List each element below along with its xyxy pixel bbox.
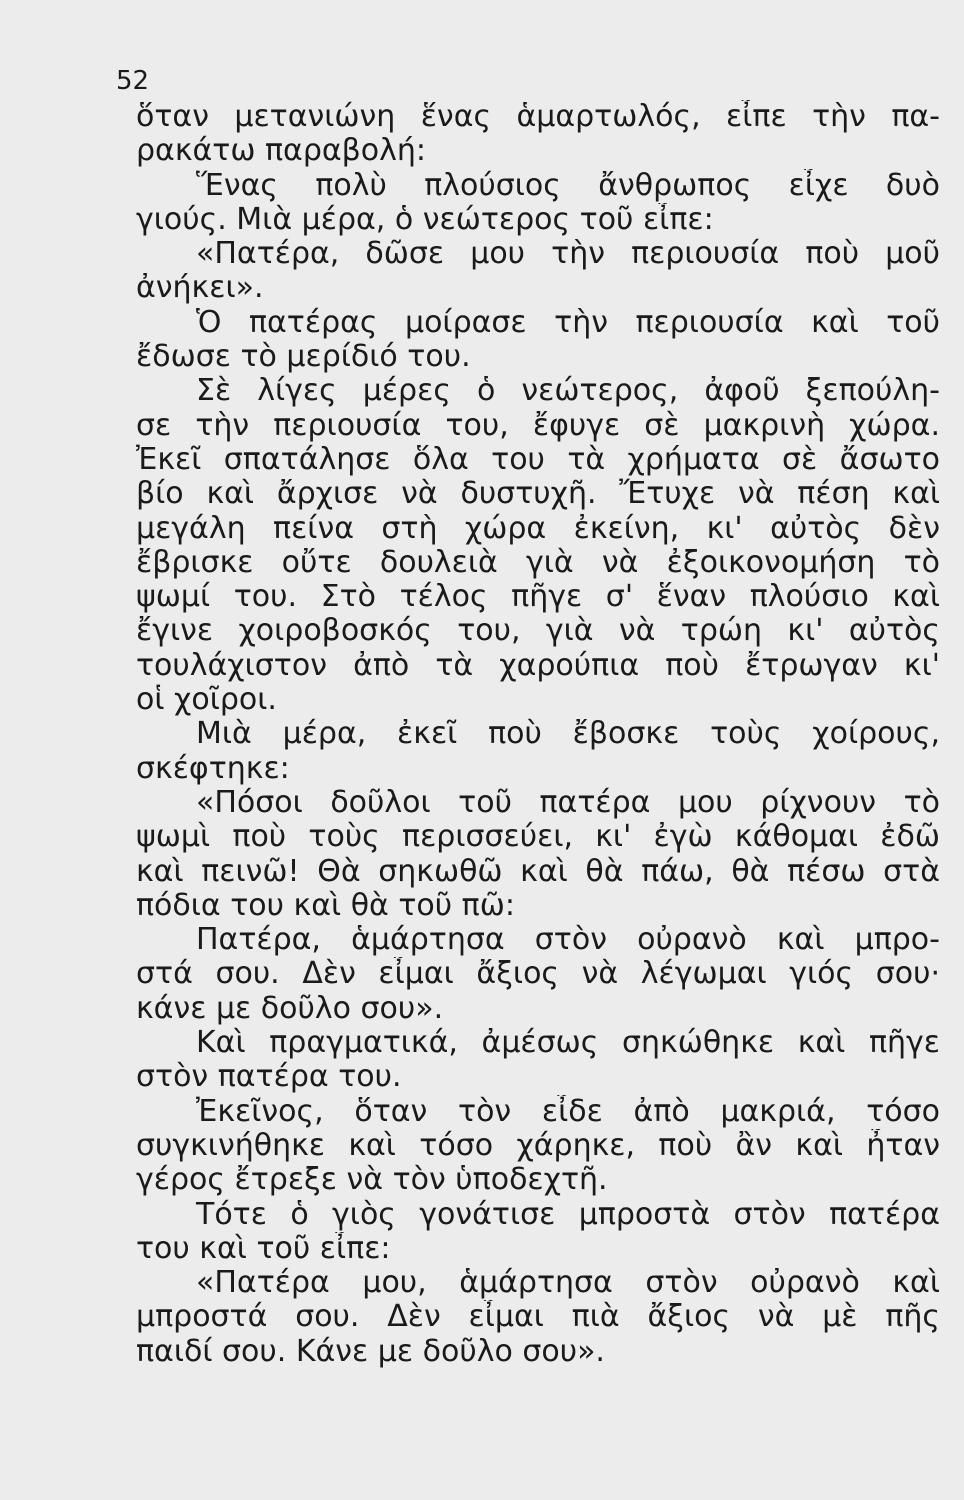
text-line: Καὶ πραγματικά, ἀμέσως σηκώθηκε καὶ πῆγε bbox=[196, 1026, 940, 1061]
text-line: βίο καὶ ἄρχισε νὰ δυστυχῆ. Ἔτυχε νὰ πέση καὶ bbox=[136, 477, 940, 512]
text-line: ρακάτω παραβολή: bbox=[136, 134, 427, 169]
text-line: μπροστά σου. Δὲν εἶμαι πιὰ ἄξιος νὰ μὲ πῆς bbox=[136, 1300, 940, 1335]
text-line: κάνε με δοῦλο σου». bbox=[136, 991, 444, 1026]
text-line: ψωμὶ ποὺ τοὺς περισσεύει, κι' ἐγὼ κάθομαι ἐδῶ bbox=[136, 820, 940, 855]
text-line: Πατέρα, ἁμάρτησα στὸν οὐρανὸ καὶ μπρο- bbox=[196, 923, 940, 958]
text-line: πόδια του καὶ θὰ τοῦ πῶ: bbox=[136, 888, 515, 923]
text-line: ἀνήκει». bbox=[136, 271, 264, 306]
text-line: Ἕνας πολὺ πλούσιος ἄνθρωπος εἶχε δυὸ bbox=[196, 168, 940, 203]
text-line: Μιὰ μέρα, ἐκεῖ ποὺ ἔβοσκε τοὺς χοίρους, bbox=[196, 717, 940, 752]
text-line: του καὶ τοῦ εἶπε: bbox=[136, 1231, 391, 1266]
text-line: Ἐκεῖ σπατάλησε ὅλα του τὰ χρήματα σὲ ἄσωτο bbox=[136, 442, 940, 477]
text-line: ψωμί του. Στὸ τέλος πῆγε σ' ἕναν πλούσιο καὶ bbox=[136, 580, 940, 615]
text-line: μεγάλη πείνα στὴ χώρα ἐκείνη, κι' αὐτὸς δὲν bbox=[136, 511, 940, 546]
text-line: τουλάχιστον ἀπὸ τὰ χαρούπια ποὺ ἔτρωγαν κι' bbox=[136, 648, 940, 683]
text-line: Τότε ὁ γιὸς γονάτισε μπροστὰ στὸν πατέρα bbox=[196, 1197, 940, 1232]
text-line: «Πόσοι δοῦλοι τοῦ πατέρα μου ρίχνουν τὸ bbox=[196, 785, 940, 820]
text-line: καὶ πεινῶ! Θὰ σηκωθῶ καὶ θὰ πάω, θὰ πέσω στὰ bbox=[136, 854, 940, 889]
text-line: σκέφτηκε: bbox=[136, 751, 290, 786]
body-text bbox=[136, 100, 940, 1369]
text-line: Σὲ λίγες μέρες ὁ νεώτερος, ἀφοῦ ξεπούλη- bbox=[196, 374, 940, 409]
text-line: «Πατέρα μου, ἁμάρτησα στὸν οὐρανὸ καὶ bbox=[196, 1266, 940, 1301]
text-line: οἱ χοῖροι. bbox=[136, 683, 277, 718]
text-line: παιδί σου. Κάνε με δοῦλο σου». bbox=[136, 1334, 605, 1369]
text-line: γιούς. Μιὰ μέρα, ὁ νεώτερος τοῦ εἶπε: bbox=[136, 202, 714, 237]
page-number: 52 bbox=[116, 66, 150, 96]
text-line: συγκινήθηκε καὶ τόσο χάρηκε, ποὺ ἂν καὶ ἦταν bbox=[136, 1128, 940, 1163]
text-line: «Πατέρα, δῶσε μου τὴν περιουσία ποὺ μοῦ bbox=[196, 237, 940, 272]
text-line: στὸν πατέρα του. bbox=[136, 1060, 402, 1095]
text-line: ἔγινε χοιροβοσκός του, γιὰ νὰ τρώη κι' αὐτὸς bbox=[136, 614, 940, 649]
text-line: στά σου. Δὲν εἶμαι ἄξιος νὰ λέγωμαι γιός σου· bbox=[136, 957, 940, 992]
text-line: ἔβρισκε οὔτε δουλειὰ γιὰ νὰ ἐξοικονομήση τὸ bbox=[136, 545, 940, 580]
text-line: ὅταν μετανιώνη ἕνας ἁμαρτωλός, εἶπε τὴν πα- bbox=[136, 100, 940, 134]
text-line: γέρος ἔτρεξε νὰ τὸν ὑποδεχτῆ. bbox=[136, 1163, 608, 1198]
text-line: Ἐκεῖνος, ὅταν τὸν εἶδε ἀπὸ μακριά, τόσο bbox=[196, 1094, 940, 1129]
text-line: Ὁ πατέρας μοίρασε τὴν περιουσία καὶ τοῦ bbox=[196, 305, 940, 340]
text-line: σε τὴν περιουσία του, ἔφυγε σὲ μακρινὴ χώρα. bbox=[136, 408, 940, 443]
text-line: ἔδωσε τὸ μερίδιό του. bbox=[136, 340, 471, 375]
